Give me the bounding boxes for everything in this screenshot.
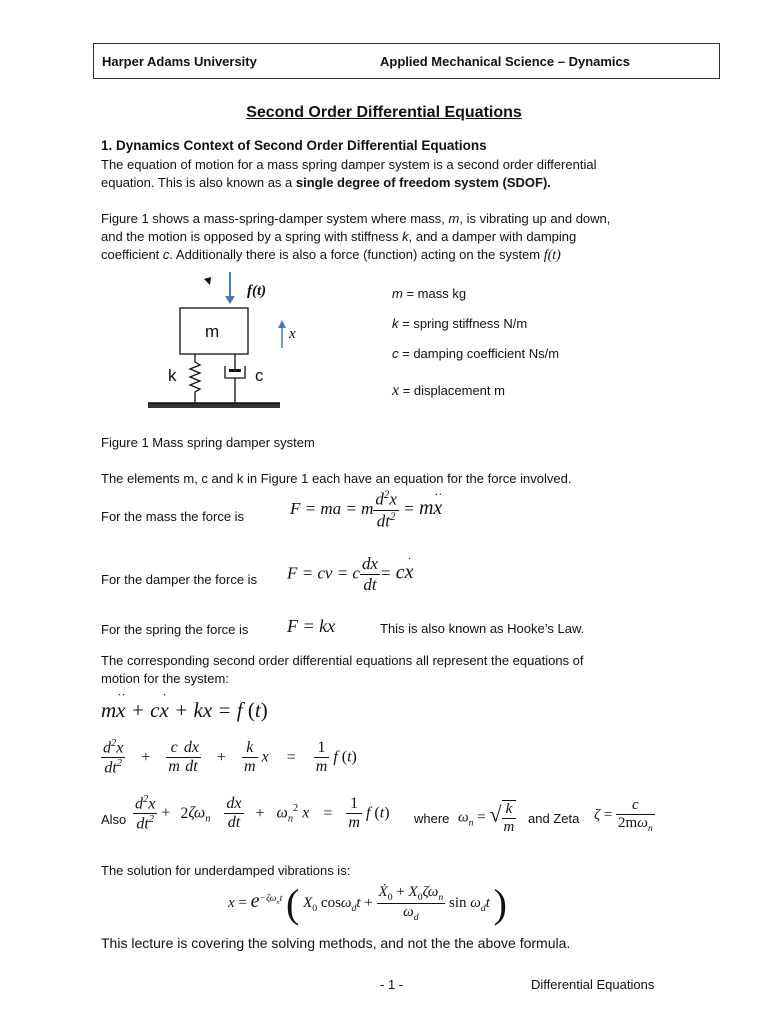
small-arrow-icon — [204, 277, 211, 285]
header-university: Harper Adams University — [102, 54, 257, 69]
mass-spring-damper-figure — [140, 268, 320, 418]
hookes-law-note: This is also known as Hooke’s Law. — [380, 621, 585, 636]
force-arrow-head-icon — [225, 296, 235, 304]
section-heading: 1. Dynamics Context of Second Order Differential Equations — [101, 138, 487, 153]
spring-force-equation: F = kx — [287, 616, 336, 636]
spring-force-label: For the spring the force is — [101, 622, 249, 637]
figure-caption: Figure 1 Mass spring damper system — [101, 435, 315, 450]
footer-title: Differential Equations — [531, 977, 655, 992]
damper-piston — [229, 369, 241, 372]
paragraph-1: The equation of motion for a mass spring damper system is a second order differential equation. This is also known as a single degree of freedom system (SDOF). — [101, 157, 597, 190]
page-header — [93, 43, 720, 79]
figure-x-label: x — [289, 326, 296, 342]
and-zeta-label: and Zeta — [528, 811, 580, 826]
normalised-equation: $\frac{d^2x}{dt^2}$ + $\frac{c}{m}$ $\frac{dx}{dt}$ + $\frac{k}{m}$ x = $\frac{1}{m}$ f (t) — [103, 738, 357, 777]
also-label: Also — [101, 812, 127, 827]
legend-stiffness: k = spring stiffness N/m — [392, 316, 528, 331]
where-label: where — [414, 811, 450, 826]
underdamped-solution-equation: $x = e^{-\zeta\omega_nt}$ ( $X_0$ cosω$_d$t + $\frac{Ẋ_0 + X_0\zeta\omega_n}{\omega_d}$ $\sin \omega_dt$ ) — [228, 881, 507, 926]
figure-c-label: c — [255, 366, 264, 385]
elements-intro: The elements m, c and k in Figure 1 each have an equation for the force involved. — [101, 471, 572, 486]
page-title: Second Order Differential Equations — [246, 104, 522, 121]
equation-of-motion: mx ·· + cx · + kx = f (t) — [101, 687, 268, 722]
legend-mass: m = mass kg — [392, 286, 467, 301]
legend-damping: c = damping coefficient Ns/m — [392, 346, 560, 361]
paragraph-2: Figure 1 shows a mass-spring-damper system where mass, m, is vibrating up and down, and the motion is opposed by a spring with stiffness k, and a damper with damping coefficient c. Additionally there is also a force (function) acting on the system f(t) — [101, 211, 611, 263]
figure-k-label: k — [168, 366, 177, 385]
legend-displacement: x = displacement m — [392, 382, 505, 399]
mass-force-equation: F = ma = m $\frac{d^2x}{dt^2}$ = mx ·· — [290, 487, 443, 531]
spring-icon — [190, 354, 200, 403]
damper-force-equation: F = cv = c $\frac{dx}{dt}$ = cx · — [287, 551, 414, 594]
page-number: - 1 - — [380, 977, 404, 992]
closing-note: This lecture is covering the solving methods, and not the the above formula. — [101, 935, 571, 951]
zeta-definition: ζ = $\frac{c}{2m\omega_n}$ — [594, 797, 653, 834]
header-course: Applied Mechanical Science – Dynamics — [380, 54, 630, 69]
figure-force-label: f(t) — [247, 283, 267, 299]
corresponding-paragraph: The corresponding second order differential equations all represent the equations of motion for the system: — [101, 653, 584, 686]
mass-force-label: For the mass the force is — [101, 509, 245, 524]
figure-mass-label: m — [205, 322, 220, 341]
omega-n-definition: $\omega_n$ = √ $\frac{k}{m}$ — [458, 801, 515, 835]
displacement-arrow-head-icon — [278, 320, 286, 328]
damper-force-label: For the damper the force is — [101, 572, 258, 587]
natural-frequency-equation: $\frac{d^2x}{dt^2}$ + $2\zeta\omega_n$ $\frac{dx}{dt}$ + $\omega_n^2$ x = $\frac{1}{m}$ f (t) — [135, 794, 390, 833]
solution-intro: The solution for underdamped vibrations is: — [101, 863, 351, 878]
